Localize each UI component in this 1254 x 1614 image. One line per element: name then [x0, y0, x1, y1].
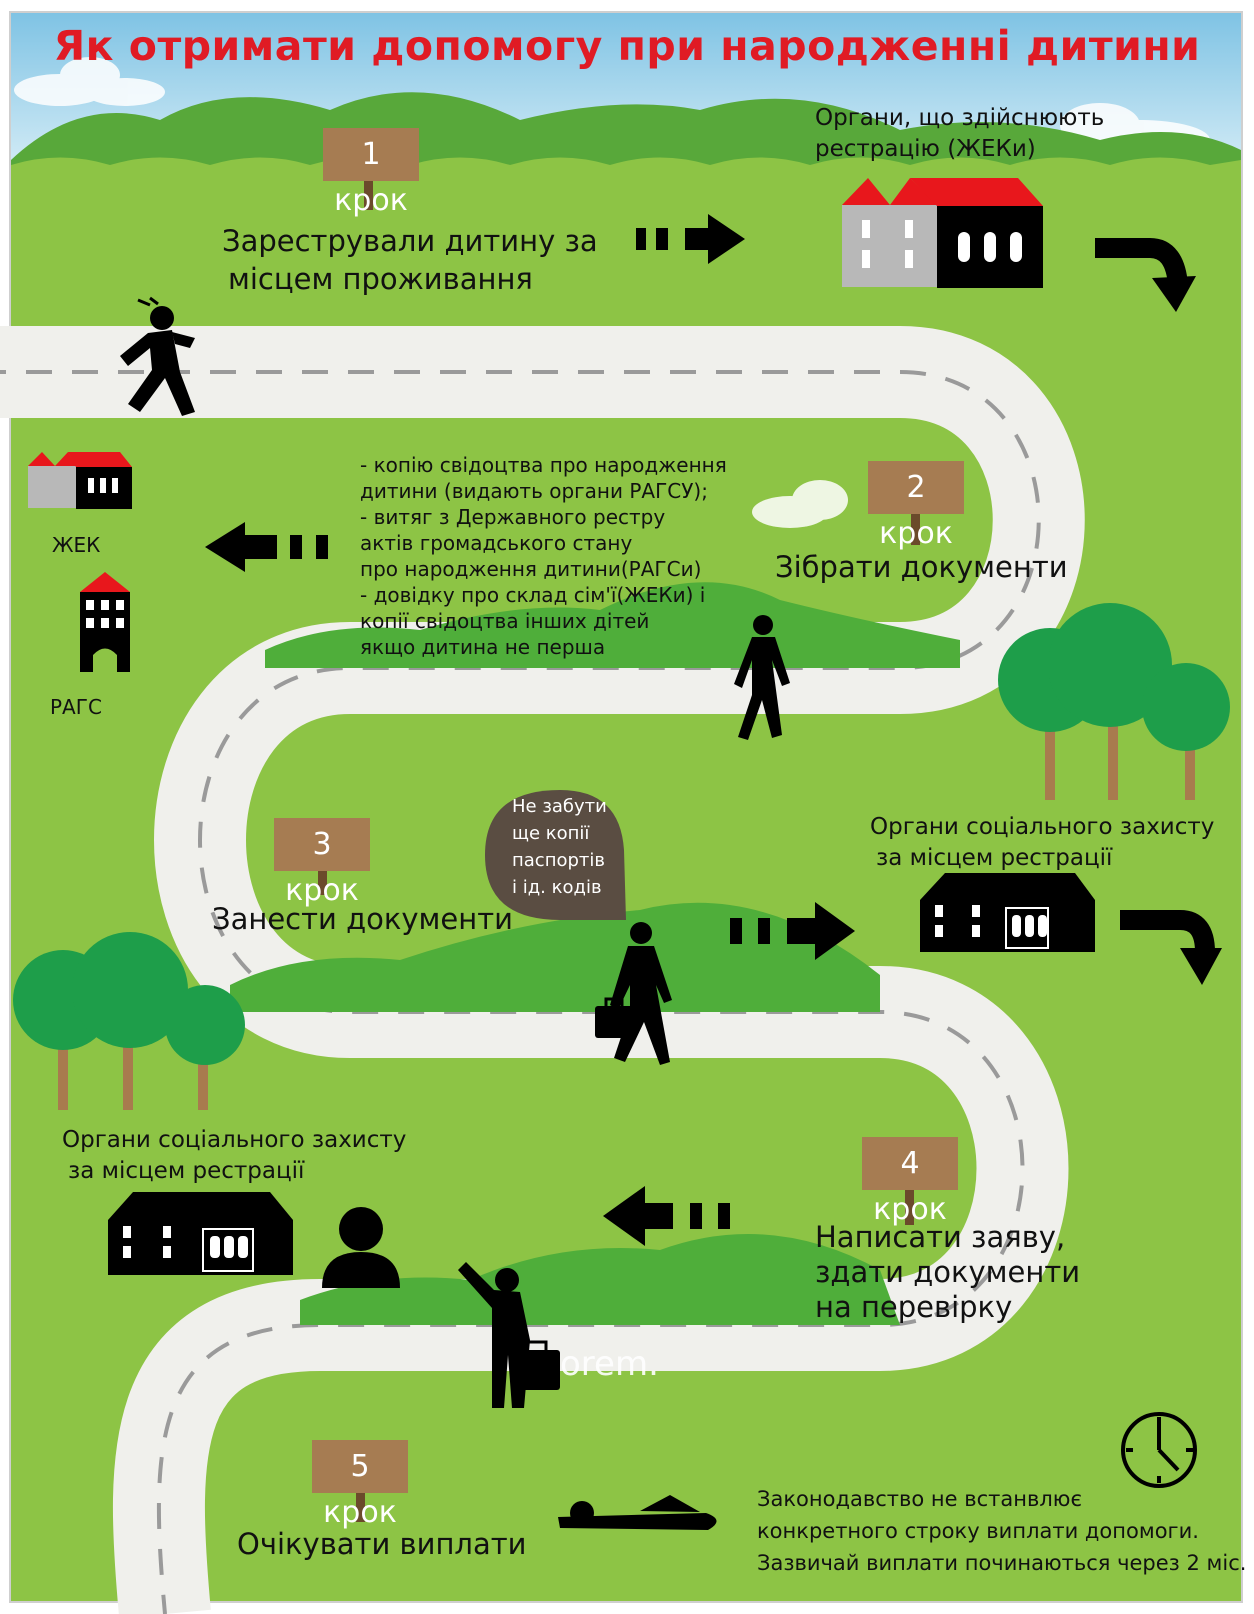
social-protection-2-line-2: за місцем рестрації	[68, 1158, 305, 1184]
reminder-bubble-line-3: паспортів	[512, 850, 605, 871]
social-protection-1-line-2: за місцем рестрації	[876, 845, 1113, 871]
step-5-text: Очікувати виплати	[237, 1527, 527, 1561]
documents-list-line-3: - витяг з Державного рестру	[360, 505, 666, 529]
social-protection-2-line-1: Органи соціального захисту	[62, 1127, 407, 1153]
building-icon-zhek-large	[842, 178, 1043, 288]
documents-list-line-4: актів громадського стану	[360, 531, 633, 555]
building-icon-social-2	[108, 1192, 293, 1275]
step-1-text-line-2: місцем проживання	[228, 262, 533, 296]
step-1-sign: 1 крок	[334, 137, 408, 218]
step-2-text: Зібрати документи	[775, 550, 1068, 584]
step-1-text-line-1: Зарестрували дитину за	[222, 224, 598, 258]
documents-list-line-7: копії свідоцтва інших дітей	[360, 609, 650, 633]
zhek-registration-label-1: Органи, що здійснюють	[815, 105, 1105, 131]
building-icon-social-1	[920, 873, 1095, 952]
note-line-1: Законодавство не встанвлює	[757, 1487, 1082, 1511]
step-4-text-line-3: на перевірку	[815, 1290, 1013, 1324]
rags-label: РАГС	[50, 695, 102, 719]
reminder-bubble-line-4: і ід. кодів	[512, 877, 602, 898]
step-5-sign: 5 крок	[323, 1449, 397, 1530]
front-grass	[11, 158, 1241, 341]
documents-list-line-6: - довідку про склад сім'ї(ЖЕКи) і	[360, 583, 706, 607]
social-protection-1-line-1: Органи соціального захисту	[870, 814, 1215, 840]
step-4-text-line-1: Написати заяву,	[815, 1220, 1066, 1254]
documents-list-line-1: - копію свідоцтва про народження	[360, 453, 727, 477]
zhek-registration-label-2: рестрацію (ЖЕКи)	[815, 136, 1036, 162]
note-line-2: конкретного строку виплати допомоги.	[757, 1519, 1199, 1543]
documents-list-line-5: про народження дитини(РАГСи)	[360, 557, 702, 581]
documents-list-line-8: якщо дитина не перша	[360, 635, 606, 659]
step-2-sign: 2 крок	[879, 470, 953, 551]
reminder-bubble-line-2: ще копії	[512, 823, 590, 844]
step-4-sign: 4 крок	[873, 1146, 947, 1227]
page-title: Як отримати допомогу при народженні дитини	[53, 22, 1201, 70]
documents-list-line-2: дитини (видають органи РАГСУ);	[360, 479, 708, 503]
reminder-bubble-line-1: Не забути	[512, 796, 607, 817]
step-3-sign: 3 крок	[285, 827, 359, 908]
watermark: orem.	[560, 1344, 659, 1384]
zhek-label: ЖЕК	[52, 533, 101, 557]
step-4-text-line-2: здати документи	[815, 1255, 1081, 1289]
building-icon-rags	[80, 572, 130, 672]
step-3-text: Занести документи	[212, 902, 513, 936]
building-icon-zhek-small	[28, 452, 132, 509]
note-line-3: Зазвичай виплати починаються через 2 міс.	[757, 1551, 1247, 1575]
